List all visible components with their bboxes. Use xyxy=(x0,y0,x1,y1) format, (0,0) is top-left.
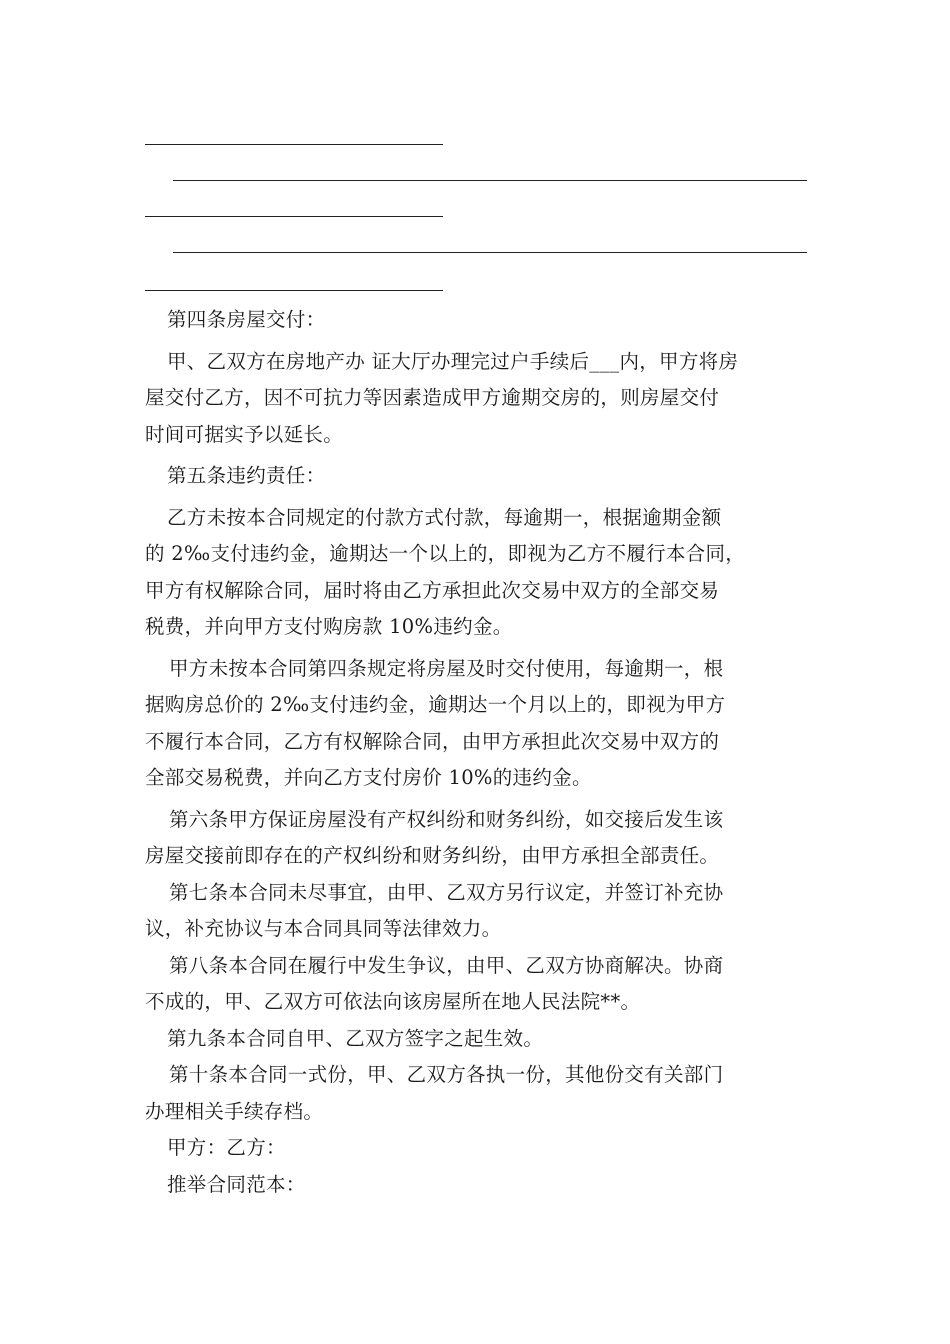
signature-line: 甲方：乙方： xyxy=(167,1136,286,1159)
blank-fill-line xyxy=(145,144,443,145)
article-5-p2-line-3: 不履行本合同，乙方有权解除合同，由甲方承担此次交易中双方的 xyxy=(145,729,720,753)
article-10-line-2: 办理相关手续存档。 xyxy=(145,1099,324,1123)
article-5-p2-line-4: 全部交易税费，并向乙方支付房价 10%的违约金。 xyxy=(145,766,592,789)
blank-fill-line xyxy=(145,290,443,291)
article-4-heading: 第四条房屋交付： xyxy=(167,308,326,331)
article-7-line-1: 第七条本合同未尽事宜，由甲、乙双方另行议定，并签订补充协 xyxy=(169,880,724,904)
article-6-line-2: 房屋交接前即存在的产权纠纷和财务纠纷，由甲方承担全部责任。 xyxy=(145,844,720,867)
article-4-line-3: 时间可据实予以延长。 xyxy=(145,422,344,446)
article-8-line-1: 第八条本合同在履行中发生争议，由甲、乙双方协商解决。协商 xyxy=(169,953,724,977)
article-5-p1-line-2: 的 2‰支付违约金，逾期达一个以上的，即视为乙方不履行本合同， xyxy=(145,542,746,565)
article-6-line-1: 第六条甲方保证房屋没有产权纠纷和财务纠纷，如交接后发生该 xyxy=(169,807,724,831)
article-7-line-2: 议，补充协议与本合同具同等法律效力。 xyxy=(145,917,502,940)
article-5-p2-line-2: 据购房总价的 2‰支付违约金，逾期达一个月以上的，即视为甲方 xyxy=(145,693,726,716)
article-8-line-2: 不成的，甲、乙双方可依法向该房屋所在地人民法院**。 xyxy=(145,990,641,1013)
article-9-line-1: 第九条本合同自甲、乙双方签字之起生效。 xyxy=(167,1026,544,1050)
article-5-p1-line-4: 税费，并向甲方支付购房款 10%违约金。 xyxy=(145,615,513,638)
recommend-heading: 推举合同范本： xyxy=(167,1172,306,1196)
article-5-p2-line-1: 甲方未按本合同第四条规定将房屋及时交付使用，每逾期一，根 xyxy=(169,656,724,680)
article-5-heading: 第五条违约责任： xyxy=(167,464,326,487)
article-5-p1-line-1: 乙方未按本合同规定的付款方式付款，每逾期一，根据逾期金额 xyxy=(167,505,722,529)
article-5-p1-line-3: 甲方有权解除合同，届时将由乙方承担此次交易中双方的全部交易 xyxy=(145,578,720,602)
blank-fill-line xyxy=(173,180,807,181)
article-10-line-1: 第十条本合同一式份，甲、乙双方各执一份，其他份交有关部门 xyxy=(169,1063,724,1086)
blank-fill-line xyxy=(145,216,443,217)
contract-body xyxy=(145,302,813,1203)
article-4-line-2: 屋交付乙方，因不可抗力等因素造成甲方逾期交房的，则房屋交付 xyxy=(145,386,720,409)
blank-fill-line xyxy=(173,252,807,253)
article-4-line-1: 甲、乙双方在房地产办 证大厅办理完过户手续后___内，甲方将房 xyxy=(167,349,739,373)
